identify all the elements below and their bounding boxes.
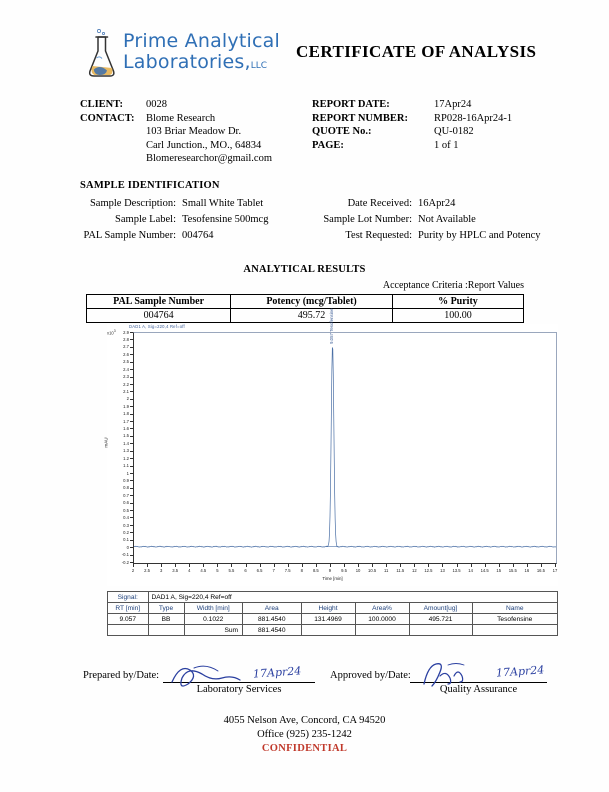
x-tick (161, 564, 162, 567)
sum-spacer-6 (472, 625, 558, 636)
y-tick-label: 1.7 (123, 418, 129, 424)
pal-sample-number-label: PAL Sample Number: (83, 230, 176, 241)
prepared-by-signature (166, 662, 266, 688)
x-tick-label: 2.5 (144, 568, 150, 573)
signal-column-header-row (108, 603, 558, 614)
sample-description-label: Sample Description: (89, 198, 176, 209)
y-tick-label: 1.8 (123, 411, 129, 417)
x-tick-label: 7 (272, 568, 275, 573)
y-tick-label: 0 (126, 544, 129, 550)
cell-rt: 9.057 (108, 614, 149, 625)
analytical-results-title: ANALYTICAL RESULTS (243, 264, 366, 275)
y-tick-label: 2.6 (123, 351, 129, 357)
x-tick (485, 564, 486, 567)
y-tick-label: 2.2 (123, 381, 129, 387)
x-tick (274, 564, 275, 567)
x-tick (442, 564, 443, 567)
footer-address: 4055 Nelson Ave, Concord, CA 94520 (223, 715, 386, 726)
y-tick-label: 2.3 (123, 374, 129, 380)
x-tick-label: 10.5 (368, 568, 377, 573)
page-value: 1 of 1 (434, 139, 459, 151)
y-tick-label: 1.1 (123, 463, 129, 469)
x-tick (288, 564, 289, 567)
cell-percent-purity: 100.00 (392, 309, 523, 323)
x-tick (471, 564, 472, 567)
sum-label: Sum (184, 625, 243, 636)
sample-id-right-column (300, 196, 560, 244)
x-tick (231, 564, 232, 567)
x-tick-label: 2 (131, 568, 135, 573)
report-number-value: RP028-16Apr24-1 (434, 112, 513, 124)
y-tick-label: 0.8 (123, 485, 129, 491)
x-tick-label: 8 (300, 568, 303, 573)
col-area: Area (243, 603, 302, 614)
approved-by-sublabel: Quality Assurance (439, 684, 518, 695)
cell-height: 131.4969 (301, 614, 355, 625)
sample-lot-number-label: Sample Lot Number: (323, 214, 412, 225)
x-tick (175, 564, 176, 567)
x-tick (147, 564, 148, 567)
y-tick-label: 0.2 (123, 529, 129, 535)
x-tick-label: 13.5 (452, 568, 461, 573)
sample-id-left-column (80, 196, 290, 244)
signal-value: DAD1 A, Sig=220,4 Ref=off (148, 592, 558, 603)
col-amount: Amount[ug] (409, 603, 472, 614)
x-tick-label: 4.5 (200, 568, 207, 573)
y-tick-label: 1.4 (123, 440, 129, 446)
x-tick-label: 17 (552, 568, 558, 573)
x-tick-label: 6.5 (256, 568, 263, 573)
y-tick-label: 0.3 (123, 522, 129, 528)
flask-icon (86, 28, 120, 80)
contact-label: CONTACT: (80, 112, 135, 124)
report-date-label: REPORT DATE: (312, 99, 390, 110)
footer-phone: Office (925) 235-1242 (257, 729, 352, 740)
y-tick-label: 0.9 (123, 477, 129, 483)
x-tick-label: 11.5 (396, 568, 405, 573)
x-tick (400, 564, 401, 567)
peak-label: 9.057 Tesofensine (329, 308, 335, 345)
x-tick-label: 16 (524, 568, 530, 573)
report-number-label: REPORT NUMBER: (312, 112, 408, 124)
y-tick-label: 1.9 (123, 403, 129, 409)
axis-exponent: $x10^3$ (107, 329, 116, 336)
signal-sum-row (108, 625, 558, 636)
cell-potency: 495.72 (231, 309, 393, 323)
x-tick (358, 564, 359, 567)
sample-label-label: Sample Label: (115, 214, 176, 225)
client-info (80, 98, 272, 166)
logo-line-1: Prime Analytical (123, 30, 280, 52)
contact-email: Blomeresearchor@gmail.com (146, 153, 272, 165)
x-tick-label: 12 (411, 568, 417, 573)
col-width: Width [min] (184, 603, 243, 614)
col-rt: RT [min] (108, 603, 149, 614)
x-tick-label: 7.5 (284, 568, 291, 573)
x-tick (555, 564, 556, 567)
x-tick (414, 564, 415, 567)
sum-spacer-3 (301, 625, 355, 636)
chromatogram-title: DAD1 A, Sig=220,4 Ref=off (129, 324, 185, 329)
plot-area (133, 332, 557, 564)
report-date-value: 17Apr24 (434, 99, 472, 110)
x-tick (246, 564, 247, 567)
x-tick-label: 5 (216, 568, 219, 573)
logo-llc: LLC (250, 61, 268, 71)
x-tick (344, 564, 345, 567)
sample-identification-title: SAMPLE IDENTIFICATION (80, 180, 220, 191)
y-tick-label: -0.1 (121, 552, 129, 558)
sum-value: 881.4540 (243, 625, 302, 636)
x-tick-label: 4 (188, 568, 191, 573)
y-tick-label: 1 (126, 470, 129, 476)
contact-name: Blome Research (146, 112, 216, 124)
y-tick-label: 2.1 (123, 388, 129, 394)
sum-spacer-2 (148, 625, 184, 636)
cell-area: 881.4540 (243, 614, 302, 625)
col-pal-sample-number: PAL Sample Number (87, 295, 231, 309)
x-tick-label: 3.5 (172, 568, 179, 573)
analytical-results-table (86, 294, 524, 323)
x-tick (513, 564, 514, 567)
y-tick-label: 2.9 (123, 329, 129, 335)
x-tick-label: 13 (440, 568, 445, 573)
quote-number-label: QUOTE No.: (312, 126, 372, 138)
page-header (0, 26, 609, 88)
sum-spacer-4 (355, 625, 409, 636)
acceptance-criteria: Acceptance Criteria :Report Values (382, 280, 524, 291)
x-tick (217, 564, 218, 567)
x-tick-label: 8.5 (312, 568, 319, 573)
y-tick-label: 1.2 (123, 455, 129, 461)
y-tick-label: -0.2 (121, 559, 129, 565)
y-tick-label: 0.6 (123, 500, 129, 506)
approved-by-date: 17Apr24 (495, 663, 545, 680)
date-received-label: Date Received: (347, 198, 412, 209)
contact-street: 103 Briar Meadow Dr. (146, 126, 242, 138)
sample-description-value: Small White Tablet (182, 198, 264, 209)
x-tick (302, 564, 303, 567)
x-tick-label: 10 (355, 568, 361, 573)
col-potency: Potency (mcg/Tablet) (231, 295, 393, 309)
col-type: Type (148, 603, 184, 614)
x-tick-label: 3 (159, 568, 163, 573)
col-name: Name (472, 603, 558, 614)
cell-type: BB (148, 614, 184, 625)
signal-label: Signal: (108, 592, 149, 603)
x-tick (386, 564, 387, 567)
x-tick-label: 16.5 (536, 568, 545, 573)
x-tick-label: 12.5 (424, 568, 433, 573)
cell-amount: 495.721 (409, 614, 472, 625)
x-tick-label: 9 (328, 568, 332, 573)
sum-spacer-5 (409, 625, 472, 636)
x-tick (260, 564, 261, 567)
x-tick (527, 564, 528, 567)
x-tick-label: 9.5 (341, 568, 347, 573)
table-row (87, 309, 524, 323)
logo-line-2: Laboratories, (123, 51, 251, 73)
x-tick (372, 564, 373, 567)
col-height: Height (301, 603, 355, 614)
pal-sample-number-value: 004764 (182, 230, 214, 241)
prepared-by-sublabel: Laboratory Services (196, 684, 282, 695)
cell-name: Tesofensine (472, 614, 558, 625)
sample-label-value: Tesofensine 500mcg (182, 214, 269, 225)
x-tick (541, 564, 542, 567)
x-tick (499, 564, 500, 567)
date-received-value: 16Apr24 (418, 198, 456, 209)
y-axis-label: mAU (103, 437, 109, 448)
signal-integration-table (107, 591, 558, 636)
x-tick-label: 14 (468, 568, 473, 573)
test-requested-value: Purity by HPLC and Potency (418, 230, 541, 241)
cell-pal-sample-number: 004764 (87, 309, 231, 323)
page-title: CERTIFICATE OF ANALYSIS (296, 42, 537, 61)
y-tick-label: 1.3 (123, 448, 129, 454)
approved-by-signature (418, 660, 498, 688)
y-tick-label: 2.4 (123, 366, 129, 372)
test-requested-label: Test Requested: (345, 230, 412, 241)
quote-number-value: QU-0182 (434, 126, 474, 138)
company-logo (86, 28, 280, 80)
x-tick-label: 5.5 (228, 568, 235, 573)
client-value: 0028 (146, 99, 167, 110)
prepared-by-date: 17Apr24 (252, 664, 302, 681)
cell-width: 0.1022 (184, 614, 243, 625)
x-axis-title: Time [min] (322, 576, 343, 581)
x-tick-label: 11 (384, 568, 389, 573)
y-tick-label: 0.4 (123, 515, 129, 521)
prepared-by-label: Prepared by/Date: (83, 670, 160, 681)
x-tick (330, 564, 331, 567)
y-tick-label: 0.5 (123, 507, 129, 513)
col-area-percent: Area% (355, 603, 409, 614)
y-tick-label: 2.8 (123, 337, 129, 343)
table-header-row (87, 295, 524, 309)
x-tick (428, 564, 429, 567)
approved-by-label: Approved by/Date: (330, 670, 411, 681)
x-tick (189, 564, 190, 567)
contact-city: Carl Junction., MO., 64834 (146, 139, 262, 151)
report-info (312, 98, 512, 152)
y-tick-label: 1.5 (123, 433, 129, 439)
x-tick (203, 564, 204, 567)
x-tick-label: 6 (244, 568, 247, 573)
x-tick-label: 15.5 (508, 568, 517, 573)
page-label: PAGE: (312, 139, 344, 151)
table-row (108, 614, 558, 625)
client-label: CLIENT: (80, 99, 123, 110)
y-tick-label: 1.6 (123, 426, 129, 432)
sum-spacer-1 (108, 625, 149, 636)
sample-lot-number-value: Not Available (418, 214, 476, 225)
cell-area-percent: 100.0000 (355, 614, 409, 625)
y-tick-label: 2.7 (123, 344, 129, 350)
page-footer (0, 714, 609, 756)
x-tick-label: 15 (496, 568, 502, 573)
x-tick (316, 564, 317, 567)
y-tick-label: 2 (126, 396, 129, 402)
y-tick-label: 0.7 (123, 492, 129, 498)
col-percent-purity: % Purity (392, 295, 523, 309)
chromatogram-trace (134, 333, 556, 563)
x-tick (133, 564, 134, 567)
x-tick (457, 564, 458, 567)
x-tick-label: 14.5 (480, 568, 489, 573)
y-tick-label: 2.5 (123, 359, 129, 365)
y-tick-label: 0.1 (123, 537, 129, 543)
signal-header-row (108, 592, 558, 603)
confidential-notice: CONFIDENTIAL (261, 743, 348, 754)
